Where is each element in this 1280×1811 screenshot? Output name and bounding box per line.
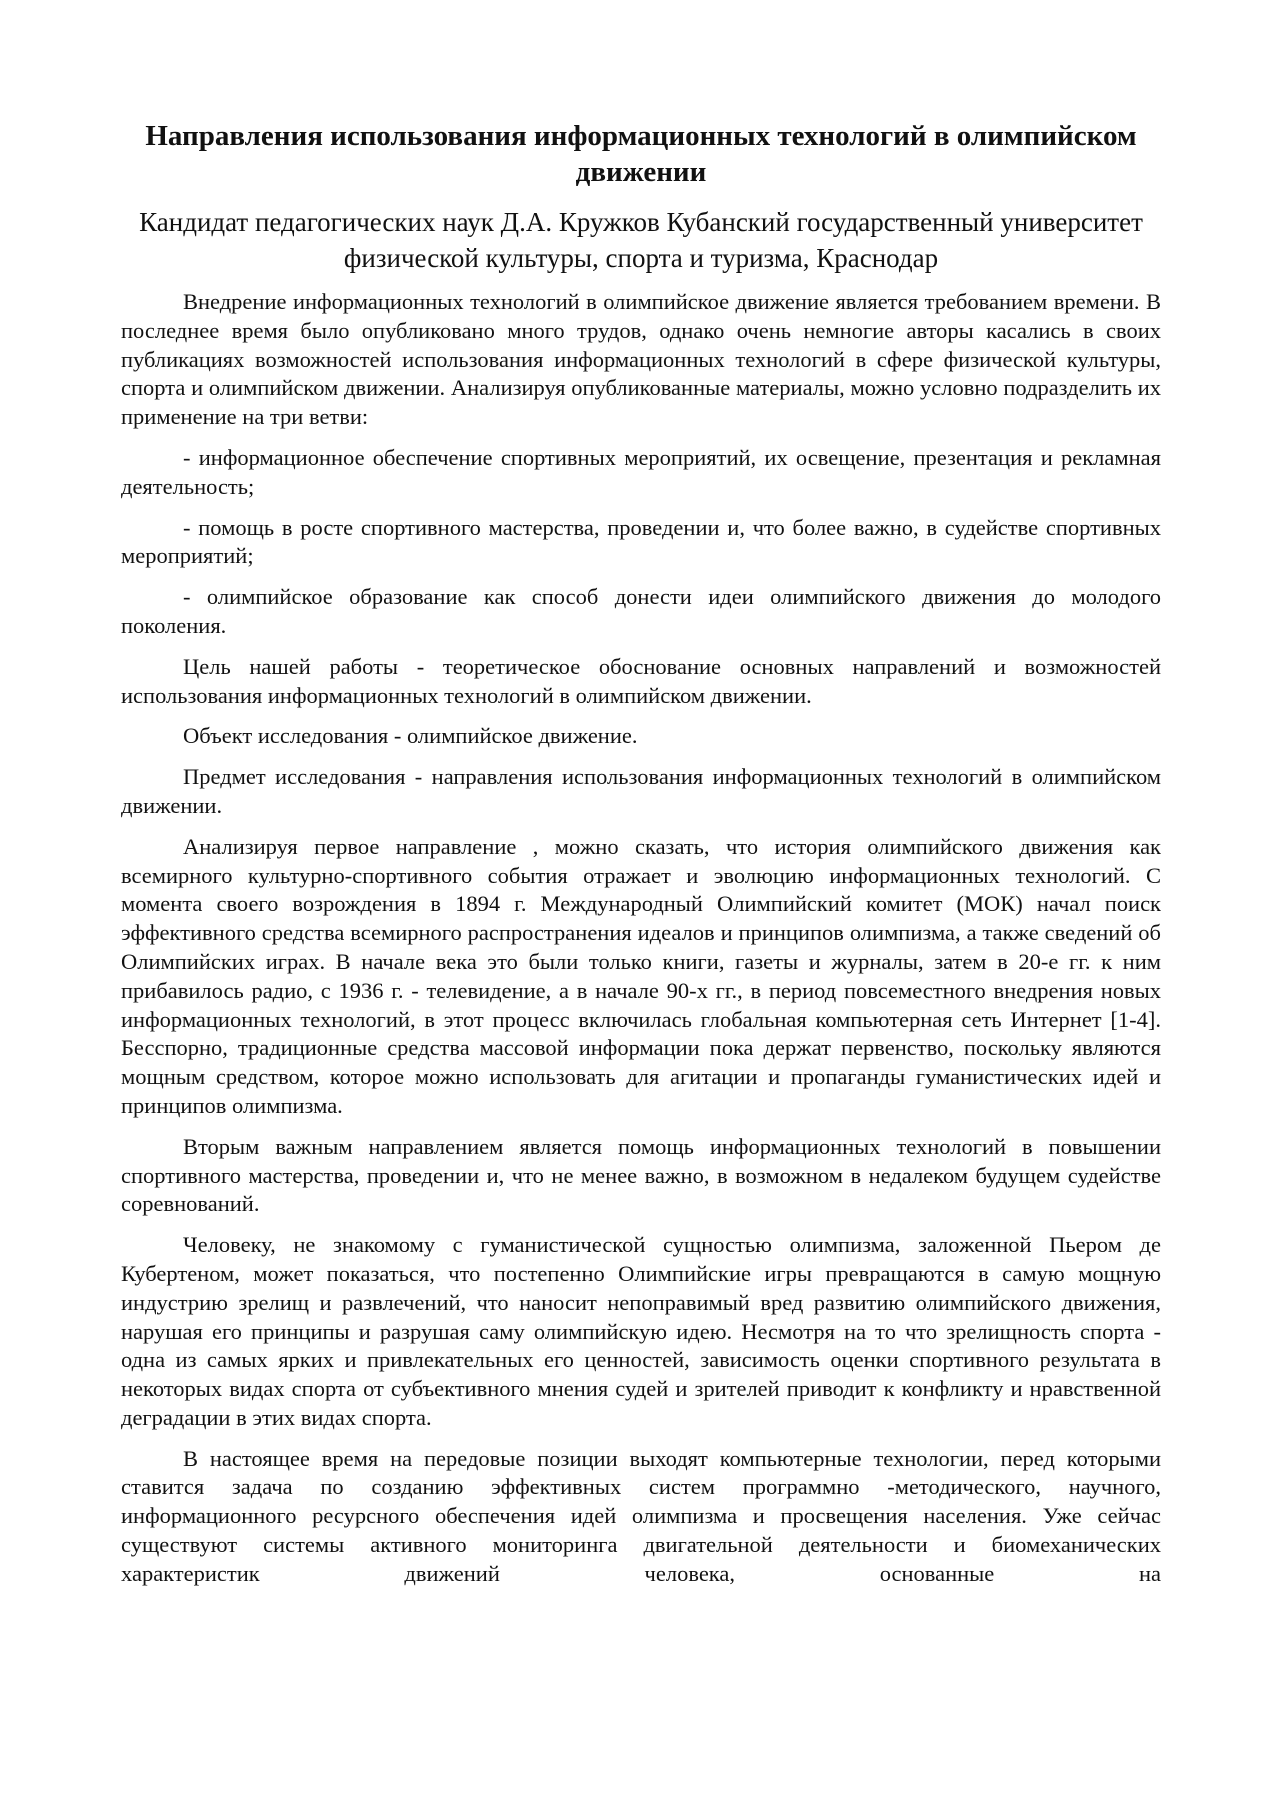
author-affiliation: Кандидат педагогических наук Д.А. Кружков Кубанский государственный университет физической культуры, спорта и туризма, Краснодар [139, 207, 1143, 273]
paragraph-second-direction: Вторым важным направлением является помощь информационных технологий в повышении спортивного мастерства, проведении и, что не менее важно, в возможном в недалеком будущем судействе соревнований. [121, 1133, 1161, 1217]
paragraph-object: Объект исследования - олимпийское движение. [183, 723, 638, 749]
paragraph-branch-1: - информационное обеспечение спортивных мероприятий, их освещение, презентация и рекламная деятельность; [121, 444, 1161, 499]
paragraph-branch-2: - помощь в росте спортивного мастерства, проведении и, что более важно, в судействе спортивных мероприятий; [121, 514, 1161, 569]
paragraph-goal: Цель нашей работы - теоретическое обоснование основных направлений и возможностей использования информационных технологий в олимпийском движении. [121, 653, 1161, 708]
paragraph-branch-3: - олимпийское образование как способ донести идеи олимпийского движения до молодого поколения. [121, 584, 1161, 638]
paragraph-subject: Предмет исследования - направления использования информационных технологий в олимпийском движении. [121, 764, 1161, 818]
document-title: Направления использования информационных технологий в олимпийском движении [145, 120, 1137, 188]
paragraph-olympism: Человеку, не знакомому с гуманистической сущностью олимпизма, заложенной Пьером де Кубертеном, может показаться, что постепенно Олимпийские игры превращаются в самую мощную индустрию зрелищ и развлечений, что наносит непоправимый вред развитию олимпийского движения, нарушая его принципы и разрушая саму олимпийскую идею. Несмотря на то что зрелищность спорта - одна из самых ярких и привлекательных его ценностей, зависимость оценки спортивного результата в некоторых видах спорта от субъективного мнения судей и зрителей приводит к конфликту и нравственной деградации в этих видах спорта. [121, 1232, 1161, 1430]
document-page [121, 118, 1161, 1589]
paragraph-computer-technologies: В настоящее время на передовые позиции выходят компьютерные технологии, перед которыми ставится задача по созданию эффективных систем программно -методического, научного, информационного ресурсного обеспечения идей олимпизма и просвещения населения. Уже сейчас существуют системы активного мониторинга двигательной деятельности и биомеханических характеристик движений человека, основанные на [121, 1445, 1161, 1586]
paragraph-intro: Внедрение информационных технологий в олимпийское движение является требованием времени. В последнее время было опубликовано много трудов, однако очень немногие авторы касались в своих публикациях возможностей использования информационных технологий в сфере физической культуры, спорта и олимпийском движении. Анализируя опубликованные материалы, можно условно подразделить их применение на три ветви: [121, 289, 1161, 430]
paragraph-first-direction: Анализируя первое направление , можно сказать, что история олимпийского движения как всемирного культурно-спортивного события отражает и эволюцию информационных технологий. С момента своего возрождения в 1894 г. Международный Олимпийский комитет (МОК) начал поиск эффективного средства всемирного распространения идеалов и принципов олимпизма, а также сведений об Олимпийских играх. В начале века это были только книги, газеты и журналы, затем в 20-е гг. к ним прибавилось радио, с 1936 г. - телевидение, а в начале 90-х гг., в период повсеместного внедрения новых информационных технологий, в этот процесс включилась глобальная компьютерная сеть Интернет [1-4]. Бесспорно, традиционные средства массовой информации пока держат первенство, поскольку являются мощным средством, которое можно использовать для агитации и пропаганды гуманистических идей и принципов олимпизма. [121, 833, 1161, 1118]
